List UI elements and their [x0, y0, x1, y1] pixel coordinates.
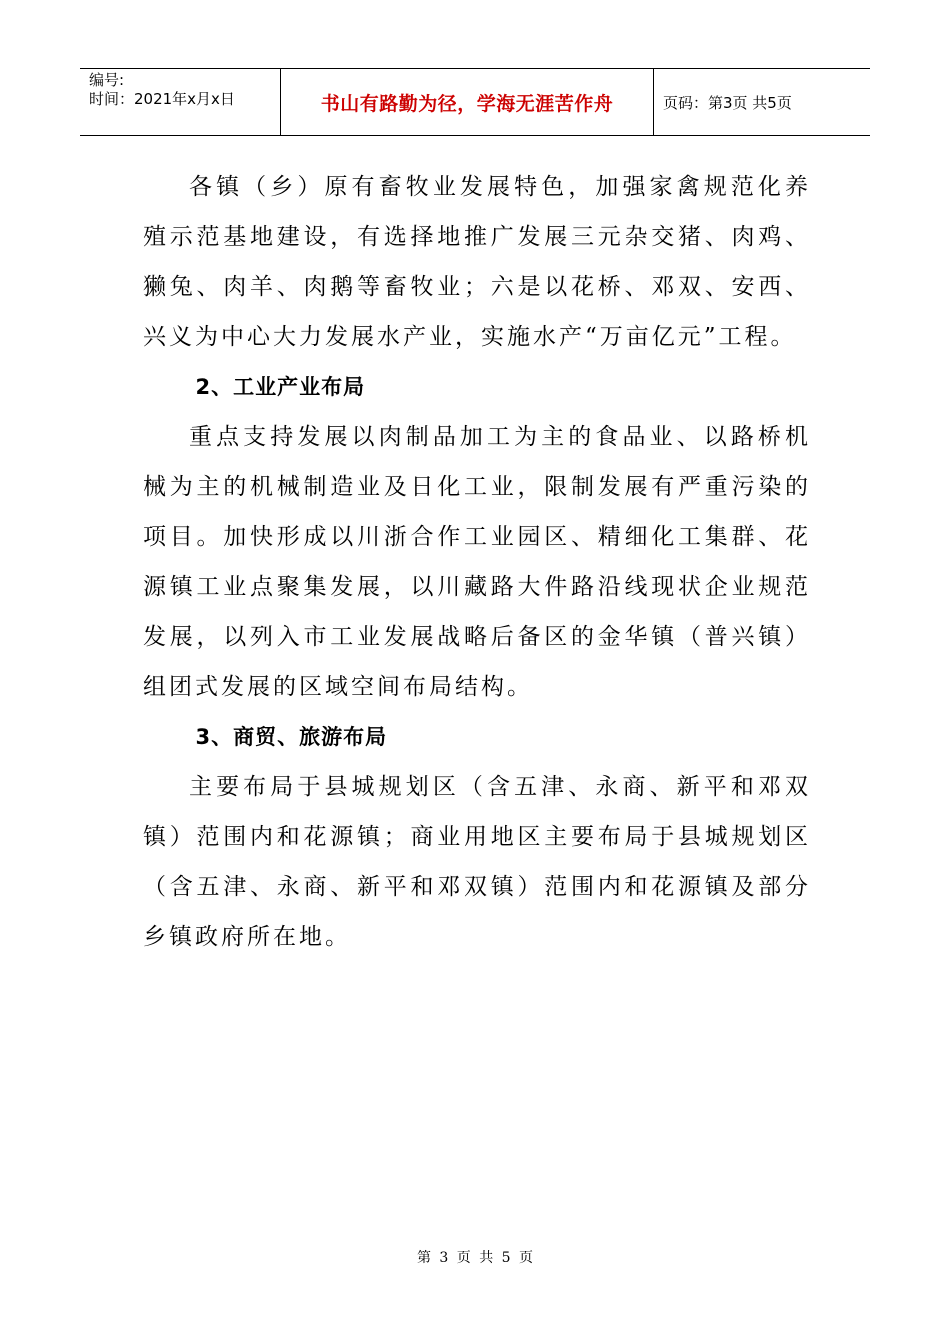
document-number-label: 编号:: [89, 71, 125, 89]
document-body: [143, 162, 811, 962]
paragraph-industry: 重点支持发展以肉制品加工为主的食品业、以路桥机械为主的机械制造业及日化工业，限制发展有严重污染的项目。加快形成以川浙合作工业园区、精细化工集群、花源镇工业点聚集发展，以川藏路大件路沿线现状企业规范发展，以列入市工业发展战略后备区的金华镇（普兴镇）组团式发展的区域空间布局结构。: [143, 424, 811, 700]
header-meta-cell: [80, 69, 281, 135]
header-page-info: 页码：第3页 共5页: [663, 93, 792, 112]
section-heading-industry: 2、工业产业布局: [195, 375, 366, 399]
document-time-label: 时间：2021年x月x日: [89, 90, 235, 108]
header-motto: 书山有路勤为径，学海无涯苦作舟: [281, 69, 654, 135]
paragraph-commerce: 主要布局于县城规划区（含五津、永商、新平和邓双镇）范围内和花源镇；商业用地区主要布局于县城规划区（含五津、永商、新平和邓双镇）范围内和花源镇及部分乡镇政府所在地。: [143, 774, 811, 950]
document-header: [80, 68, 870, 136]
page-footer: 第 3 页 共 5 页: [416, 1250, 534, 1266]
section-heading-commerce: 3、商贸、旅游布局: [195, 725, 388, 749]
paragraph-livestock: 各镇（乡）原有畜牧业发展特色，加强家禽规范化养殖示范基地建设，有选择地推广发展三元杂交猪、肉鸡、獭兔、肉羊、肉鹅等畜牧业；六是以花桥、邓双、安西、兴义为中心大力发展水产业，实施水产“万亩亿元”工程。: [143, 174, 811, 350]
